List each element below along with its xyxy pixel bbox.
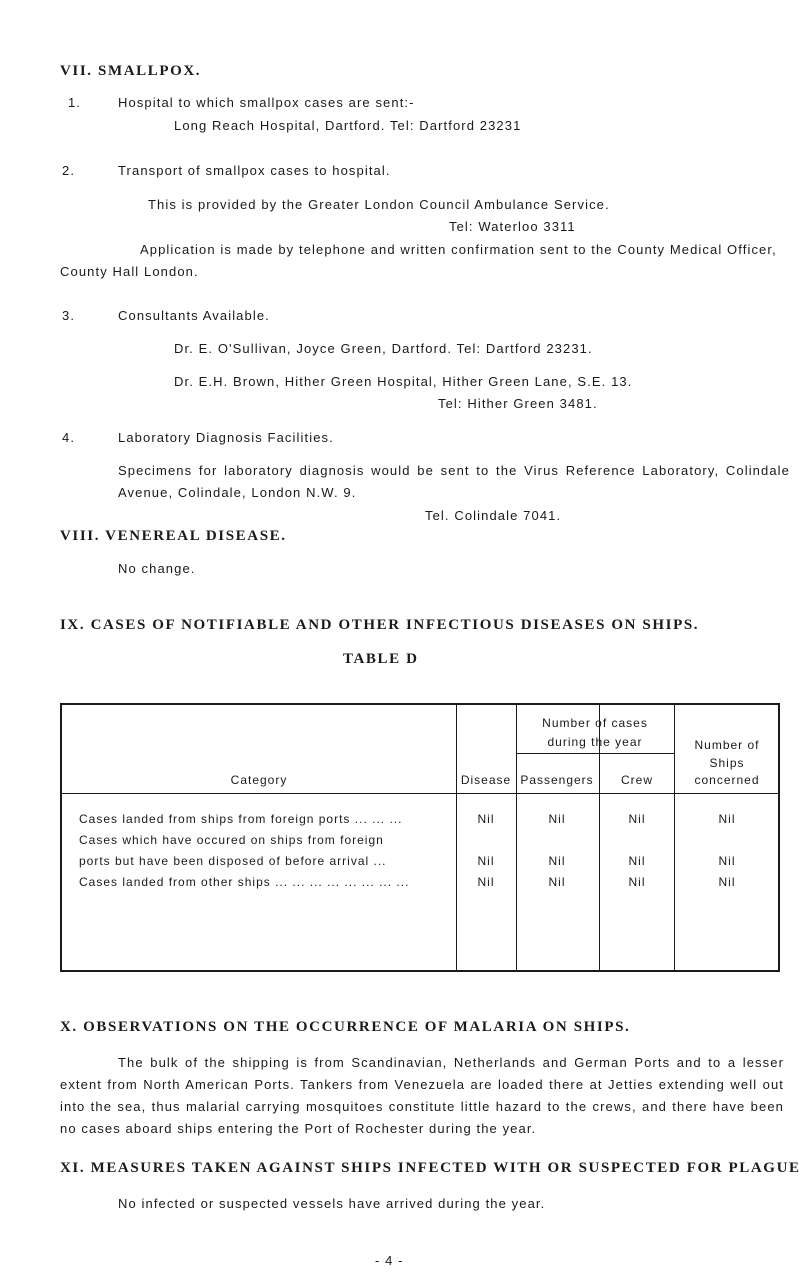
table-header-rule <box>62 793 778 794</box>
table-divider <box>674 705 675 970</box>
section-xi-heading: XI. MEASURES TAKEN AGAINST SHIPS INFECTED WITH OR SUSPECTED FOR PLAGUE <box>60 1160 801 1176</box>
header-crew: Crew <box>620 773 654 787</box>
table-title: TABLE D <box>343 651 419 667</box>
consultant-2-telephone: Tel: Hither Green 3481. <box>438 396 598 411</box>
header-ships-line-3: concerned <box>694 773 760 787</box>
item-4-number: 4. <box>62 430 76 445</box>
section-vii-heading: VII. SMALLPOX. <box>60 63 202 79</box>
row-1-passengers: Nil <box>548 812 566 826</box>
row-2-category-line-1: Cases which have occured on ships from foreign <box>79 833 384 847</box>
section-xi-text: No infected or suspected vessels have arrived during the year. <box>118 1196 546 1211</box>
row-3-ships: Nil <box>718 875 736 889</box>
section-x-heading: X. OBSERVATIONS ON THE OCCURRENCE OF MALARIA ON SHIPS. <box>60 1019 631 1035</box>
header-cases-line-1: Number of cases <box>542 716 648 730</box>
item-2-application-line-1: Application is made by telephone and written confirmation sent to the County Medical Officer, <box>140 242 777 257</box>
table-divider <box>516 753 674 754</box>
row-2-ships: Nil <box>718 854 736 868</box>
item-2-telephone: Tel: Waterloo 3311 <box>449 219 576 234</box>
item-2-title: Transport of smallpox cases to hospital. <box>118 163 391 178</box>
item-4-title: Laboratory Diagnosis Facilities. <box>118 430 334 445</box>
table-divider <box>456 705 457 970</box>
section-viii-heading: VIII. VENEREAL DISEASE. <box>60 528 287 544</box>
consultant-2: Dr. E.H. Brown, Hither Green Hospital, Hither Green Lane, S.E. 13. <box>174 374 633 389</box>
header-passengers: Passengers <box>520 773 594 787</box>
section-ix-heading: IX. CASES OF NOTIFIABLE AND OTHER INFECTIOUS DISEASES ON SHIPS. <box>60 617 700 633</box>
row-1-ships: Nil <box>718 812 736 826</box>
section-viii-text: No change. <box>118 561 196 576</box>
table-d <box>60 703 780 972</box>
row-2-category-line-2: ports but have been disposed of before arrival ... <box>79 854 387 868</box>
row-1-disease: Nil <box>477 812 495 826</box>
item-3-title: Consultants Available. <box>118 308 270 323</box>
row-2-crew: Nil <box>628 854 646 868</box>
row-2-disease: Nil <box>477 854 495 868</box>
item-3-number: 3. <box>62 308 76 323</box>
page-number: - 4 - <box>375 1253 404 1268</box>
row-2-passengers: Nil <box>548 854 566 868</box>
header-category: Category <box>230 773 288 787</box>
consultant-1: Dr. E. O'Sullivan, Joyce Green, Dartford. Tel: Dartford 23231. <box>174 341 593 356</box>
row-1-category: Cases landed from ships from foreign ports ... ... ... <box>79 812 403 826</box>
header-ships-line-2: Ships <box>709 756 745 770</box>
row-1-crew: Nil <box>628 812 646 826</box>
item-1-title: Hospital to which smallpox cases are sent:- <box>118 95 415 110</box>
table-divider <box>516 705 517 970</box>
row-3-disease: Nil <box>477 875 495 889</box>
item-4-text: Specimens for laboratory diagnosis would be sent to the Virus Reference Laboratory, Colindale Avenue, Colindale, London N.W. 9. <box>118 463 790 500</box>
row-3-category: Cases landed from other ships ... ... ... ... ... ... ... ... <box>79 875 410 889</box>
header-ships-line-1: Number of <box>694 738 760 752</box>
item-2-application-line-2: County Hall London. <box>60 264 199 279</box>
row-3-passengers: Nil <box>548 875 566 889</box>
item-1-detail: Long Reach Hospital, Dartford. Tel: Dartford 23231 <box>174 118 522 133</box>
header-disease: Disease <box>460 773 512 787</box>
section-x-text: The bulk of the shipping is from Scandinavian, Netherlands and German Ports and to a lesser extent from North American Ports. Tankers from Venezuela are loaded there at Jetties extending well out into the sea, thus malarial carrying mosquitoes constitute little hazard to the crews, and there have been no cases aboard ships entering the Port of Rochester during the year. <box>60 1055 784 1136</box>
item-1-number: 1. <box>68 95 82 110</box>
row-3-crew: Nil <box>628 875 646 889</box>
item-4-telephone: Tel. Colindale 7041. <box>425 508 562 523</box>
item-2-line-1: This is provided by the Greater London Council Ambulance Service. <box>148 197 610 212</box>
item-2-number: 2. <box>62 163 76 178</box>
header-cases-line-2: during the year <box>547 735 643 749</box>
